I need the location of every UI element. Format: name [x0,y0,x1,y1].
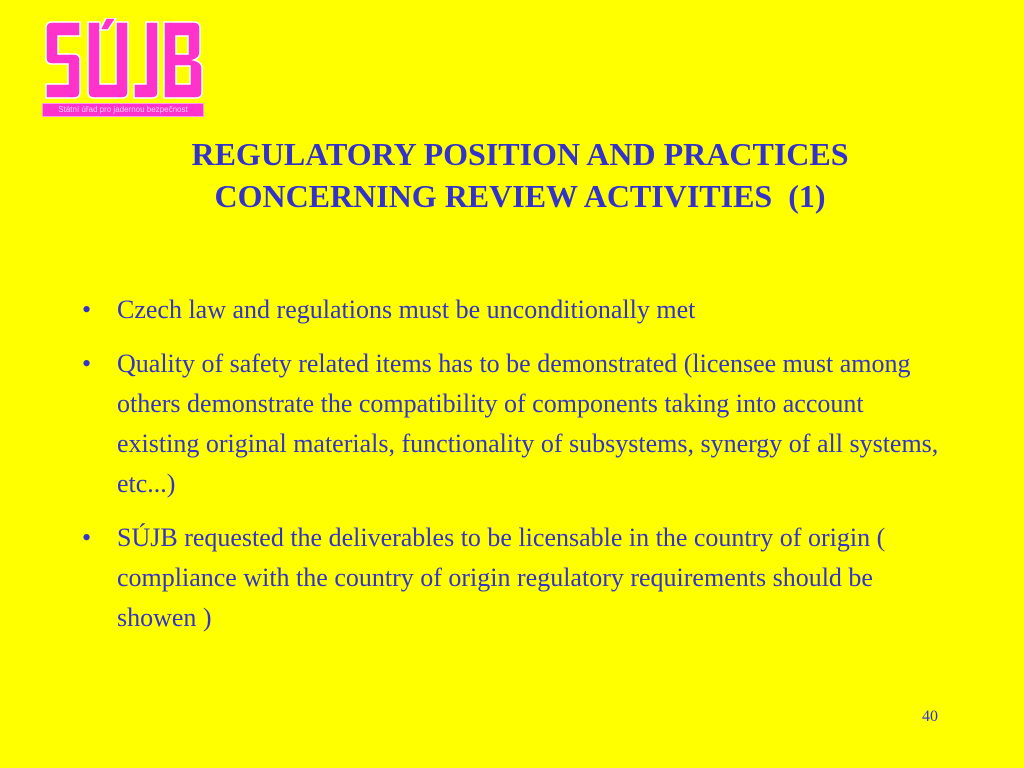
bullet-item [80,344,950,504]
bullet-list [80,290,950,652]
bullet-text: Czech law and regulations must be unconditionally met [117,295,696,324]
slide-title-line-2: CONCERNING REVIEW ACTIVITIES (1) [214,178,826,214]
bullet-text: Quality of safety related items has to be demonstrated (licensee must among others demonstrate the compatibility of components taking into account existing original materials, functionality of subsystems, synergy of all systems, etc...) [117,349,939,498]
slide-title-line-1: REGULATORY POSITION AND PRACTICES [191,136,849,172]
bullet-text: SÚJB requested the deliverables to be licensable in the country of origin ( compliance with the country of origin regulatory requirements should be showen ) [117,523,886,632]
bullet-item [80,518,950,638]
logo-tagline: Státní úřad pro jadernou bezpečnost [42,103,204,117]
bullet-dot: • [82,295,92,324]
bullet-dot: • [82,523,92,552]
page-number: 40 [922,708,938,725]
bullet-item [80,290,950,330]
bullet-dot: • [82,349,92,378]
slide-title [60,133,980,217]
